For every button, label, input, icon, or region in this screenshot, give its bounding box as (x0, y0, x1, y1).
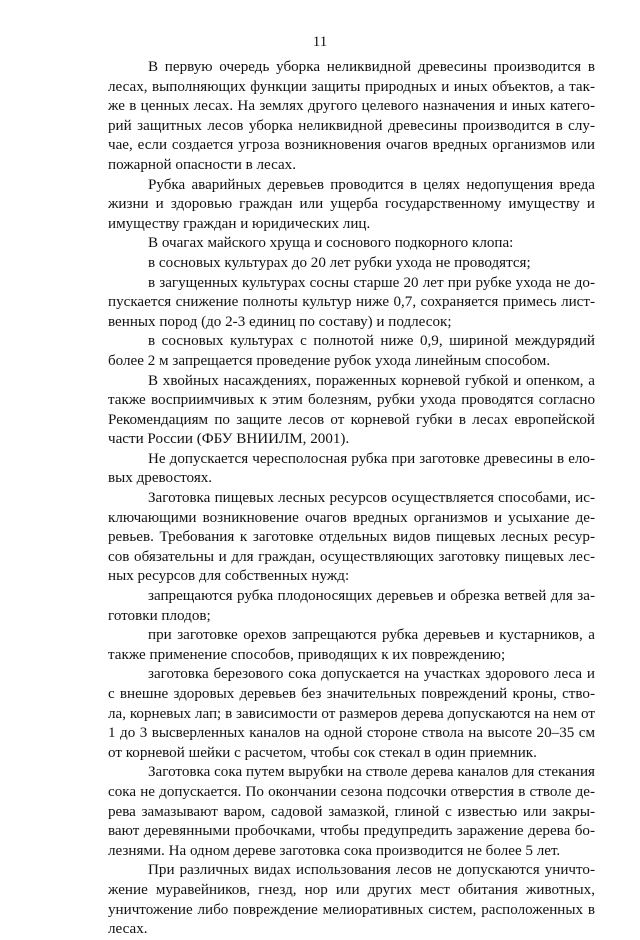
paragraph: При различных видах использования лесов не допускаются уничтожение муравейников, гнезд, нор или других мест обитания животных, уничтожение либо повреждение мелиоративных систем, расположенных в лесах. (108, 862, 595, 938)
paragraph: Заготовка пищевых лесных ресурсов осуществляется способами, исключающими возникновение очагов вредных организмов и усыхание деревьев. Требования к заготовке отдельных видов пищевых лесных ресурсов обязательны и для граждан, осуществляющих заготовку пищевых лесных ресурсов для собственных нужд: (108, 490, 595, 585)
paragraph: Рубка аварийных деревьев проводится в целях недопущения вреда жизни и здоровью граждан или ущерба государственному имуществу и имуществу граждан и юридических лиц. (108, 176, 595, 232)
paragraph: запрещаются рубка плодоносящих деревьев и обрезка ветвей для заготовки плодов; (108, 588, 595, 624)
paragraph: В хвойных насаждениях, пораженных корневой губкой и опенком, а также восприимчивых к этим болезням, рубки ухода проводятся согласно Рекомендациям по защите лесов от корневой губки в лесах европейской части России (ФБУ ВНИИЛМ, 2001). (108, 372, 595, 448)
paragraph: В первую очередь уборка неликвидной древесины производится в лесах, выполняющих функции защиты природных и иных объектов, а также в ценных лесах. На землях другого целевого назначения и иных категорий защитных лесов уборка неликвидной древесины производится в случае, если создается угроза возникновения очагов вредных организмов или пожарной опасности в лесах. (108, 59, 595, 173)
body-text (108, 58, 595, 940)
paragraph: в сосновых культурах с полнотой ниже 0,9, шириной междурядий более 2 м запрещается проведение рубок ухода линейным способом. (108, 333, 595, 369)
paragraph: при заготовке орехов запрещаются рубка деревьев и кустарников, а также применение способов, приводящих к их повреждению; (108, 627, 595, 663)
paragraph: В очагах майского хруща и соснового подкорного клопа: (148, 235, 514, 252)
paragraph: в сосновых культурах до 20 лет рубки ухода не проводятся; (148, 254, 531, 271)
paragraph: в загущенных культурах сосны старше 20 лет при рубке ухода не допускается снижение полноты культур ниже 0,7, сохраняется примесь лиственных пород (до 2-3 единиц по составу) и подлесок; (108, 274, 595, 330)
paragraph: Заготовка сока путем вырубки на стволе дерева каналов для стекания сока не допускается. По окончании сезона подсочки отверстия в стволе дерева замазывают варом, садовой замазкой, глиной с известью или закрывают деревянными пробочками, чтобы предупредить заражение дерева болезнями. На одном дереве заготовка сока производится не более 5 лет. (108, 764, 595, 859)
page-number: 11 (312, 34, 328, 50)
paragraph: заготовка березового сока допускается на участках здорового леса и с внешне здоровых деревьев без значительных повреждений кроны, ствола, корневых лап; в зависимости от размеров дерева допускаются на нем от 1 до 3 высверленных каналов на одной стороне ствола на высоте 20–35 см от корневой шейки с расчетом, чтобы сок стекал в один приемник. (108, 666, 595, 761)
paragraph: Не допускается чересполосная рубка при заготовке древесины в еловых древостоях. (108, 450, 595, 487)
